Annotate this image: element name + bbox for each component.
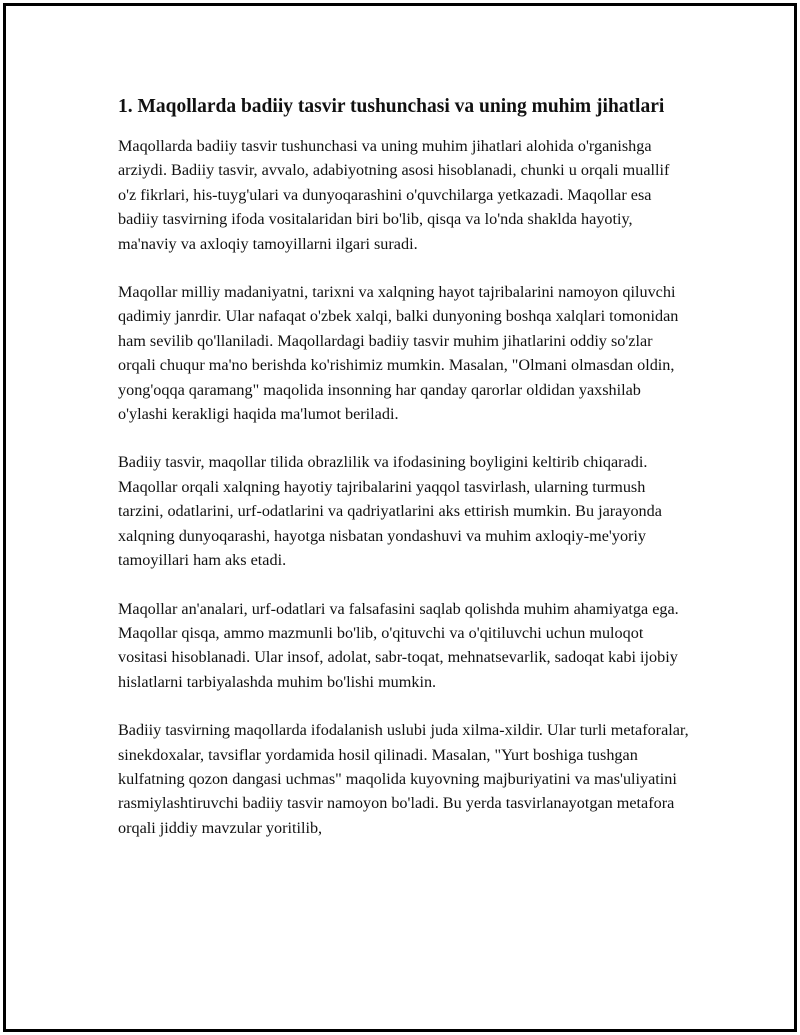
paragraph-4: Maqollar an'analari, urf-odatlari va falsafasini saqlab qolishda muhim ahamiyatga ega. Maqollar qisqa, ammo mazmunli bo'lib, o'qituvchi va o'qitiluvchi uchun muloqot vositasi hisoblanadi. Ular insof, adolat, sabr-toqat, mehnatsevarlik, sadoqat kabi ijobiy hislatlarni tarbiyalashda muhim bo'lishi mumkin. (118, 599, 679, 691)
section-heading: 1. Maqollarda badiiy tasvir tushunchasi va uning muhim jihatlari (118, 96, 665, 117)
paragraph-5: Badiiy tasvirning maqollarda ifodalanish uslubi juda xilma-xildir. Ular turli metaforalar, sinekdoxalar, tavsiflar yordamida hosil qilinadi. Masalan, "Yurt boshiga tushgan kulfatning qozon dangasi uchmas" maqolida kuyovning majburiyatini va mas'uliyatini rasmiylashtiruvchi badiiy tasvir namoyon bo'ladi. Bu yerda tasvirlanayotgan metafora orqali jiddiy mavzular yoritilib, (118, 721, 689, 837)
paragraph-1: Maqollarda badiiy tasvir tushunchasi va uning muhim jihatlari alohida o'rganishga arziydi. Badiiy tasvir, avvalo, adabiyotning asosi hisoblanadi, chunki u orqali muallif o'z fikrlari, his-tuyg'ulari va dunyoqarashini o'quvchilarga yetkazadi. Maqollar esa badiiy tasvirning ifoda vositalaridan biri bo'lib, qisqa va lo'nda shaklda hayotiy, ma'naviy va axloqiy tamoyillarni ilgari suradi. (118, 137, 670, 253)
document-body (118, 93, 690, 864)
paragraph-3: Badiiy tasvir, maqollar tilida obrazlilik va ifodasining boyligini keltirib chiqaradi. Maqollar orqali xalqning hayotiy tajribalarini yaqqol tasvirlash, ularning turmush tarzini, odatlarini, urf-odatlarini va qadriyatlarini aks ettirish mumkin. Bu jarayonda xalqning dunyoqarashi, hayotga nisbatan yondashuvi va muhim axloqiy-me'yoriy tamoyillari ham aks etadi. (118, 453, 662, 570)
paragraph-2: Maqollar milliy madaniyatni, tarixni va xalqning hayot tajribalarini namoyon qiluvchi qadimiy janrdir. Ular nafaqat o'zbek xalqi, balki dunyoning boshqa xalqlari tomonidan ham sevilib qo'llaniladi. Maqollardagi badiiy tasvir muhim jihatlarini oddiy so'zlar orqali chuqur ma'no berishda ko'rishimiz mumkin. Masalan, "Olmani olmasdan oldin, yong'oqqa qaramang" maqolida insonning har qanday qarorlar oldidan yaxshilab o'ylashi kerakligi haqida ma'lumot beriladi. (118, 283, 679, 424)
